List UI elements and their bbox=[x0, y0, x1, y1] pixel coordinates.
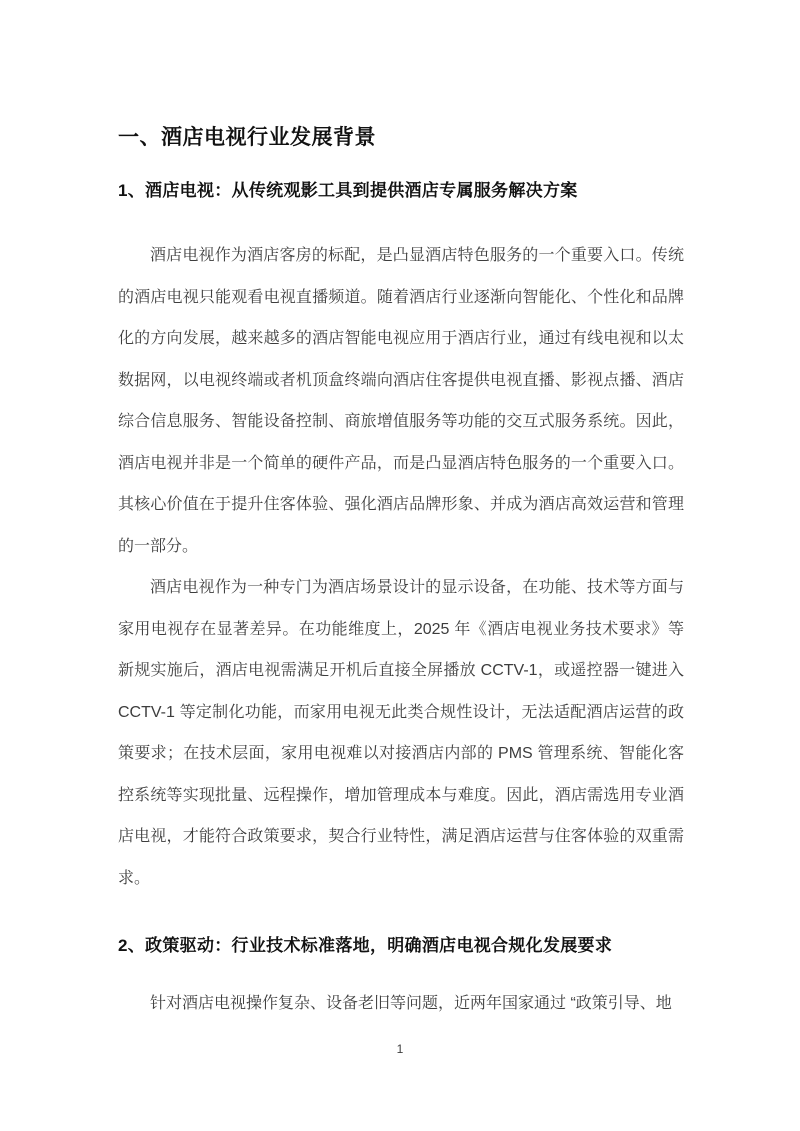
section-1-paragraph-1: 酒店电视作为酒店客房的标配，是凸显酒店特色服务的一个重要入口。传统的酒店电视只能观看电视直播频道。随着酒店行业逐渐向智能化、个性化和品牌化的方向发展，越来越多的酒店智能电视应用于酒店行业，通过有线电视和以太数据网，以电视终端或者机顶盒终端向酒店住客提供电视直播、影视点播、酒店综合信息服务、智能设备控制、商旅增值服务等功能的交互式服务系统。因此，酒店电视并非是一个简单的硬件产品，而是凸显酒店特色服务的一个重要入口。其核心价值在于提升住客体验、强化酒店品牌形象、并成为酒店高效运营和管理的一部分。 bbox=[118, 247, 684, 555]
section-1-heading: 1、酒店电视：从传统观影工具到提供酒店专属服务解决方案 bbox=[118, 181, 578, 200]
section-2-paragraph-1: 针对酒店电视操作复杂、设备老旧等问题，近两年国家通过 “政策引导、地 bbox=[150, 995, 672, 1012]
page-number: 1 bbox=[396, 1042, 404, 1056]
document-content bbox=[118, 0, 684, 1025]
section-2-heading: 2、政策驱动：行业技术标准落地，明确酒店电视合规化发展要求 bbox=[118, 936, 613, 955]
section-1-paragraph-2: 酒店电视作为一种专门为酒店场景设计的显示设备，在功能、技术等方面与家用电视存在显著差异。在功能维度上，2025 年《酒店电视业务技术要求》等新规实施后，酒店电视需满足开机后直接全屏播放 CCTV-1，或遥控器一键进入 CCTV-1 等定制化功能，而家用电视无此类合规性设计，无法适配酒店运营的政策要求；在技术层面，家用电视难以对接酒店内部的 PMS 管理系统、智能化客控系统等实现批量、远程操作，增加管理成本与难度。因此，酒店需选用专业酒店电视，才能符合政策要求，契合行业特性，满足酒店运营与住客体验的双重需求。 bbox=[118, 579, 684, 887]
main-heading: 一、酒店电视行业发展背景 bbox=[118, 126, 376, 149]
page-footer bbox=[0, 1040, 800, 1058]
